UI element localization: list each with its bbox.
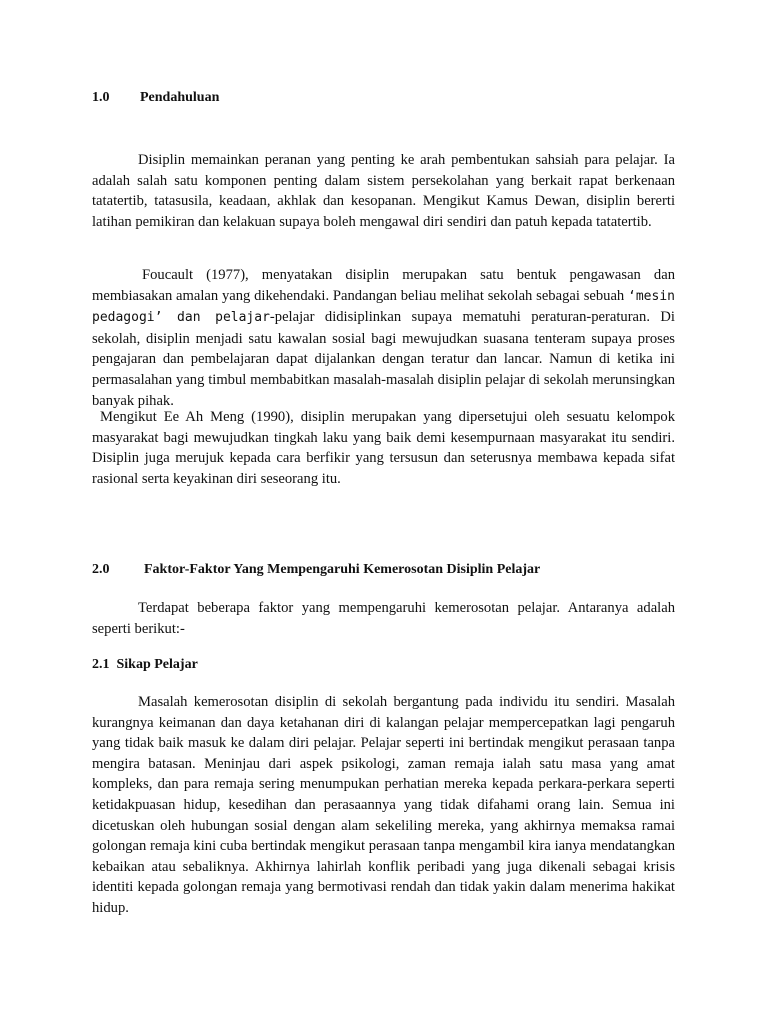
section-title: Pendahuluan	[140, 90, 220, 105]
paragraph: Terdapat beberapa faktor yang mempengaruhi kemerosotan pelajar. Antaranya adalah seperti berikut:-	[92, 600, 675, 637]
subsection-heading: 2.1 Sikap Pelajar	[92, 657, 198, 672]
section-heading-2	[92, 560, 541, 580]
section-heading-1	[92, 88, 220, 108]
paragraph: Masalah kemerosotan disiplin di sekolah bergantung pada individu itu sendiri. Masalah kurangnya keimanan dan daya ketahanan diri di kalangan pelajar mempercepatkan lagi pengaruh yang tidak baik masuk ke dalam diri pelajar. Pelajar seperti ini bertindak mengikut perasaan tanpa mengira batasan. Meninjau dari aspek psikologi, zaman remaja ialah satu masa yang amat kompleks, dan para remaja sering menumpukan perhatian mereka kepada perkara-perkara seperti ketidakpuasan hidup, kesedihan dan perasaannya yang tidak difahami orang lain. Semua ini dicetuskan oleh hubungan sosial dengan alam sekeliling mereka, yang akhirnya memaksa ramai golongan remaja kini cuba bertindak mengikut perasaan tanpa mengambil kira ianya mendatangkan kebaikan atau sebaliknya. Akhirnya lahirlah konflik peribadi yang juga dikenali sebagai krisis identiti kepada golongan remaja yang bermotivasi rendah dan tidak yakin dalam menerima hakikat hidup.	[92, 694, 675, 916]
paragraph-text: Foucault (1977), menyatakan disiplin merupakan satu bentuk pengawasan dan membiasakan amalan yang dikehendaki. Pandangan beliau melihat sekolah sebagai sebuah	[92, 267, 675, 304]
section-number: 1.0	[92, 90, 110, 105]
paragraph	[92, 265, 675, 411]
paragraph: Disiplin memainkan peranan yang penting ke arah pembentukan sahsiah para pelajar. Ia adalah salah satu komponen penting dalam sistem persekolahan yang berkait rapat berkenaan tatatertib, tatasusila, keadaan, akhlak dan kesopanan. Mengikut Kamus Dewan, disiplin bererti latihan pemikiran dan kelakuan supaya boleh mengawal diri sendiri dan patuh kepada tatatertib.	[92, 152, 675, 230]
paragraph: Mengikut Ee Ah Meng (1990), disiplin merupakan yang dipersetujui oleh sesuatu kelompok masyarakat bagi mewujudkan tingkah laku yang baik demi kesempurnaan masyarakat itu sendiri. Disiplin juga merujuk kepada cara berfikir yang tersusun dan seterusnya membawa kepada sifat rasional serta keyakinan diri seseorang itu.	[92, 409, 675, 487]
section-title: Faktor-Faktor Yang Mempengaruhi Kemerosotan Disiplin Pelajar	[144, 562, 541, 577]
paragraph-text: -pelajar didisiplinkan supaya mematuhi peraturan-peraturan. Di sekolah, disiplin menjadi satu kawalan sosial bagi mewujudkan suasana tenteram supaya proses pengajaran dan pembelajaran dapat dijalankan dengan teratur dan lancar. Namun di ketika ini permasalahan yang timbul membabitkan masalah-masalah disiplin pelajar di sekolah merunsingkan banyak pihak.	[92, 309, 675, 409]
section-number: 2.0	[92, 562, 110, 577]
paragraph-quote: ‘mesin pedagogi’ dan pelajar	[92, 288, 675, 326]
